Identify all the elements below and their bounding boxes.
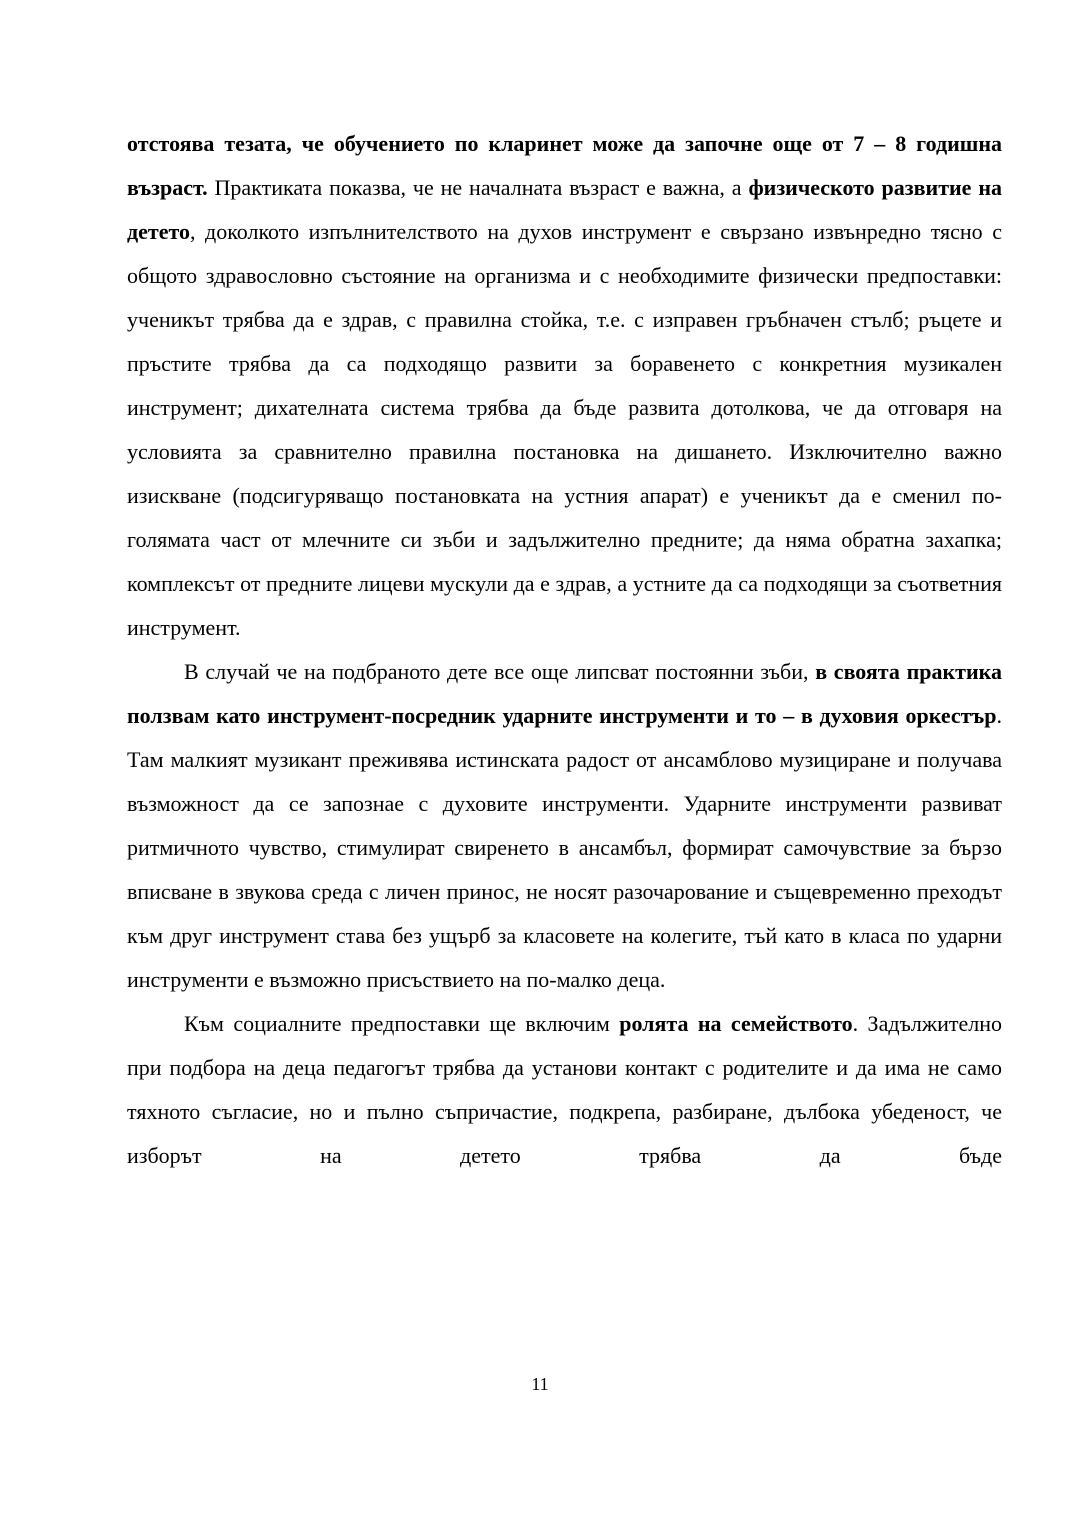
text-run: . Там малкият музикант преживява истинската радост от ансамблово музициране и получава възможност да се запознае с духовите инструменти. Ударните инструменти развиват ритмичното чувство, стимулират свиренето в ансамбъл, формират самочувствие за бързо вписване в звукова среда с личен принос, не носят разочарование и същевременно преходът към друг инструмент става без ущърб за класовете на колегите, тъй като в класа по ударни инструменти е възможно присъствието на по-малко деца. [127,703,1002,992]
paragraph [127,122,1002,650]
text-run: отстоява тезата, че обучението по кларинет може да започне още от 7 – 8 годишна възраст. [127,131,1002,200]
text-body [127,122,1002,1178]
paragraph [127,1002,1002,1178]
text-run: ролята на семейството [619,1011,853,1036]
paragraph [127,650,1002,1002]
text-run: В случай че на подбраното дете все още липсват постоянни зъби, [184,659,816,684]
text-run: . Задължително при подбора на деца педагогът трябва да установи контакт с родителите и да има не само тяхното съгласие, но и пълно съпричастие, подкрепа, разбиране, дълбока убеденост, че изборът на детето трябва да бъде [127,1011,1002,1168]
text-run: Практиката показва, че не началната възраст е важна, а [214,175,749,200]
text-run: , доколкото изпълнителството на духов инструмент е свързано извънредно тясно с общото здравословно състояние на организма и с необходимите физически предпоставки: ученикът трябва да е здрав, с правилна стойка, т.е. с изправен гръбначен стълб; ръцете и пръстите трябва да са подходящо развити за боравенето с конкретния музикален инструмент; дихателната система трябва да бъде развита дотолкова, че да отговаря на условията за сравнително правилна постановка на дишането. Изключително важно изискване (подсигуряващо постановката на устния апарат) е ученикът да е сменил по-голямата част от млечните си зъби и задължително предните; да няма обратна захапка; комплексът от предните лицеви мускули да е здрав, а устните да са подходящи за съответния инструмент. [127,219,1002,640]
text-run: Към социалните предпоставки ще включим [184,1011,620,1036]
page-number: 11 [531,1374,549,1394]
text-run: в своята практика ползвам като инструмент-посредник ударните инструменти и то – в духовия оркестър [127,659,1002,728]
text-run: физическото развитие на детето [127,175,1002,244]
